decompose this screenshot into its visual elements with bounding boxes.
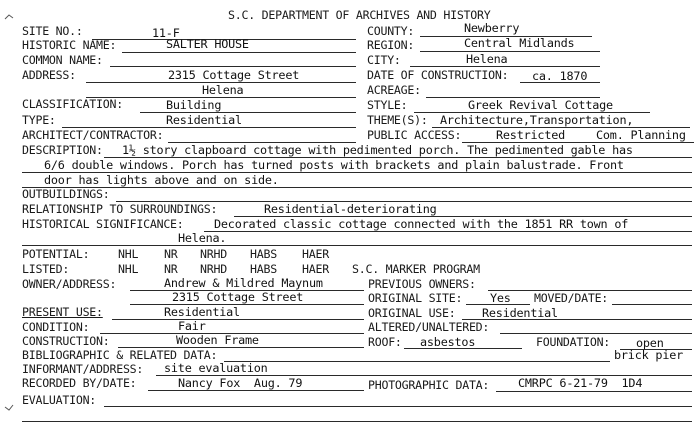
site-no-value: 11-F [152, 26, 180, 40]
foundation-label: FOUNDATION: [536, 335, 611, 349]
original-use-line [462, 319, 692, 320]
form-title: S.C. DEPARTMENT OF ARCHIVES AND HISTORY [228, 8, 491, 22]
listed-label: LISTED: [22, 262, 70, 276]
moved-date-label: MOVED/DATE: [534, 291, 609, 305]
potential-nrhd: NRHD [200, 247, 227, 261]
roof-line [404, 348, 522, 349]
site-no-label: SITE NO.: [22, 24, 83, 38]
photographic-data-value: CMRPC 6-21-79 1D4 [518, 376, 643, 390]
present-use-value: Residential [164, 305, 240, 319]
common-name-line [110, 66, 356, 67]
region-value: Central Midlands [464, 36, 575, 50]
common-name-label: COMMON NAME: [22, 53, 103, 67]
potential-haer: HAER [302, 247, 329, 261]
relationship-value: Residential-deteriorating [264, 202, 437, 216]
date-construction-label: DATE OF CONSTRUCTION: [367, 68, 509, 82]
evaluation-rule-1 [104, 406, 692, 407]
public-access-note: Com. Planning [596, 128, 686, 142]
potential-label: POTENTIAL: [22, 247, 90, 261]
listed-habs: HABS [250, 262, 277, 276]
recorded-by-label: RECORDED BY/DATE: [22, 376, 137, 390]
original-site-label: ORIGINAL SITE: [368, 291, 463, 305]
moved-date-line [612, 304, 692, 305]
architect-label: ARCHITECT/CONTRACTOR: [22, 128, 164, 142]
margin-mark-top [4, 6, 14, 14]
marker-program-label: S.C. MARKER PROGRAM [352, 262, 480, 276]
potential-nr: NR [164, 247, 178, 261]
owner-line2-value: 2315 Cottage Street [172, 290, 304, 304]
description-line1: 1½ story clapboard cottage with pedimented porch. The pedimented gable has [122, 143, 633, 157]
address-label: ADDRESS: [22, 68, 76, 82]
description-line2: 6/6 double windows. Porch has turned posts with brackets and plain balustrade. Front [44, 158, 624, 172]
description-label: DESCRIPTION: [22, 143, 103, 157]
address-line1-value: 2315 Cottage Street [168, 68, 300, 82]
recorded-by-value: Nancy Fox Aug. 79 [178, 376, 303, 390]
city-value: Helena [466, 52, 508, 66]
present-use-label: PRESENT USE: [22, 305, 103, 319]
owner-address-label: OWNER/ADDRESS: [22, 277, 117, 291]
condition-value: Fair [178, 319, 206, 333]
roof-value: asbestos [420, 335, 476, 349]
photographic-data-line [496, 391, 692, 392]
type-label: TYPE: [22, 113, 56, 127]
original-use-value: Residential [482, 306, 558, 320]
county-label: COUNTY: [367, 24, 415, 38]
significance-rule-2 [22, 245, 692, 246]
significance-line1: Decorated classic cottage connected with the 1851 RR town of [214, 217, 629, 231]
type-value: Residential [166, 113, 242, 127]
original-site-value: Yes [490, 291, 511, 305]
listed-nrhd: NRHD [200, 262, 227, 276]
public-access-value: Restricted [496, 128, 566, 142]
style-label: STYLE: [367, 98, 408, 112]
listed-nr: NR [164, 262, 178, 276]
address-line2-value: Helena [202, 83, 244, 97]
altered-line [500, 333, 692, 334]
construction-value: Wooden Frame [176, 333, 259, 347]
construction-label: CONSTRUCTION: [22, 334, 110, 348]
description-line3: door has lights above and on side. [44, 173, 279, 187]
region-label: REGION: [367, 38, 415, 52]
date-construction-value: ca. 1870 [532, 69, 588, 83]
address-line2 [86, 97, 356, 98]
outbuildings-label: OUTBUILDINGS: [22, 187, 110, 201]
listed-nhl: NHL [118, 262, 139, 276]
original-use-label: ORIGINAL USE: [368, 306, 456, 320]
foundation-line2-value: brick pier [614, 348, 684, 362]
date-construction-line [520, 82, 600, 83]
classification-value: Building [166, 98, 222, 112]
significance-label: HISTORICAL SIGNIFICANCE: [22, 217, 184, 231]
relationship-label: RELATIONSHIP TO SURROUNDINGS: [22, 202, 218, 216]
original-site-line [466, 304, 530, 305]
historic-name-label: HISTORIC NAME: [22, 38, 117, 52]
roof-label: ROOF: [368, 335, 402, 349]
photographic-data-label: PHOTOGRAPHIC DATA: [368, 378, 490, 392]
recorded-by-line [148, 390, 364, 391]
potential-nhl: NHL [118, 247, 139, 261]
region-line [420, 51, 600, 52]
themes-label: THEME(S): [367, 113, 428, 127]
owner-line1-value: Andrew & Mildred Maynum [164, 276, 323, 290]
significance-rule-1 [204, 231, 692, 232]
county-value: Newberry [464, 21, 520, 35]
city-line [410, 66, 600, 67]
condition-label: CONDITION: [22, 320, 90, 334]
foundation-line1-value: open [636, 336, 664, 350]
acreage-label: ACREAGE: [367, 83, 421, 97]
previous-owners-label: PREVIOUS OWNERS: [368, 277, 476, 291]
listed-haer: HAER [302, 262, 329, 276]
bibliographic-label: BIBLIOGRAPHIC & RELATED DATA: [22, 348, 218, 362]
altered-label: ALTERED/UNALTERED: [368, 320, 490, 334]
themes-value: Architecture,Transportation, [440, 113, 634, 127]
classification-label: CLASSIFICATION: [22, 97, 123, 111]
margin-mark-bottom [4, 396, 14, 404]
informant-value: site evaluation [164, 361, 268, 375]
historic-name-value: SALTER HOUSE [166, 37, 249, 51]
informant-label: INFORMANT/ADDRESS: [22, 362, 144, 376]
public-access-label: PUBLIC ACCESS: [367, 128, 462, 142]
evaluation-label: EVALUATION: [22, 393, 97, 407]
style-value: Greek Revival Cottage [468, 98, 613, 112]
historic-name-line [122, 52, 356, 53]
description-rule-3 [22, 187, 692, 188]
bibliographic-line [224, 361, 610, 362]
potential-habs: HABS [250, 247, 277, 261]
city-label: CITY: [367, 53, 401, 67]
present-use-line [112, 319, 364, 320]
significance-line2: Helena. [178, 231, 227, 245]
evaluation-rule-2 [22, 421, 692, 422]
